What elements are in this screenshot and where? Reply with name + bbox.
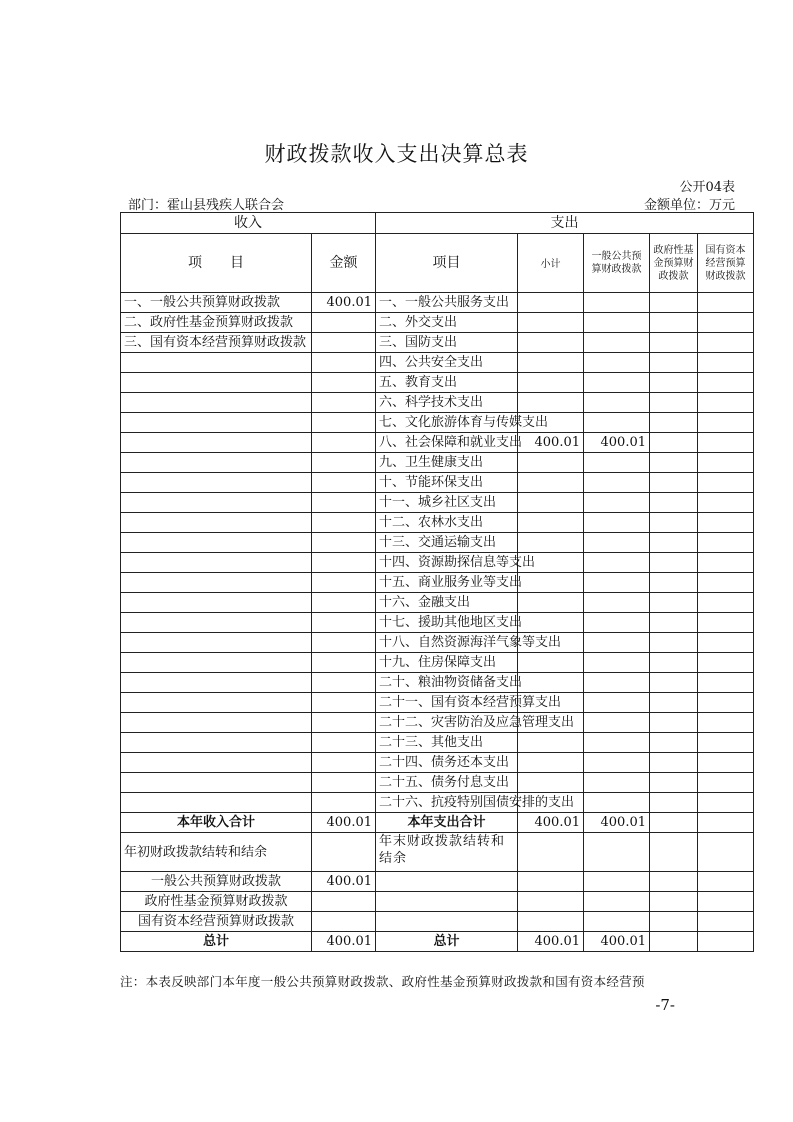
grand-income-value: 400.01: [312, 932, 376, 952]
empty-cell: [650, 932, 698, 952]
expense-subtotal: [518, 733, 584, 753]
expense-state: [698, 353, 754, 373]
grand-expense-label: 总计: [376, 932, 518, 952]
table-row: [121, 733, 754, 753]
carry-in-value: [312, 833, 376, 872]
carry-general-value: 400.01: [312, 872, 376, 892]
expense-fund: [650, 493, 698, 513]
year-expense-fund: [650, 813, 698, 833]
expense-item: 十九、住房保障支出: [376, 653, 518, 673]
table-row: [121, 653, 754, 673]
expense-subtotal: [518, 493, 584, 513]
carry-out-general: [584, 833, 650, 872]
year-income-label: 本年收入合计: [121, 813, 312, 833]
expense-state: [698, 453, 754, 473]
income-item: 一、一般公共预算财政拨款: [121, 293, 312, 313]
expense-item: 十七、援助其他地区支出: [376, 613, 518, 633]
empty-cell: [376, 872, 518, 892]
expense-item: 九、卫生健康支出: [376, 453, 518, 473]
expense-state: [698, 513, 754, 533]
year-total-row: [121, 813, 754, 833]
expense-subtotal: 400.01: [518, 433, 584, 453]
expense-general: [584, 773, 650, 793]
income-amount: [312, 493, 376, 513]
expense-state: [698, 593, 754, 613]
income-amount: [312, 533, 376, 553]
form-code: 公开04表: [679, 180, 735, 195]
table-row: [121, 333, 754, 353]
year-income-value: 400.01: [312, 813, 376, 833]
income-amount: [312, 393, 376, 413]
income-item: 二、政府性基金预算财政拨款: [121, 313, 312, 333]
expense-subtotal: [518, 593, 584, 613]
expense-subtotal: [518, 333, 584, 353]
expense-subtotal: [518, 313, 584, 333]
expense-item: 十、节能环保支出: [376, 473, 518, 493]
carry-out-fund: [650, 833, 698, 872]
expense-general: [584, 533, 650, 553]
expense-general: [584, 713, 650, 733]
expense-fund: [650, 353, 698, 373]
expense-general: [584, 793, 650, 813]
expense-fund: [650, 313, 698, 333]
income-item: [121, 473, 312, 493]
income-item: [121, 653, 312, 673]
carry-state-label: 国有资本经营预算财政拨款: [121, 912, 312, 932]
carry-general-label: 一般公共预算财政拨款: [121, 872, 312, 892]
expense-general: [584, 613, 650, 633]
income-amount: [312, 453, 376, 473]
unit-label: 金额单位：万元: [643, 198, 735, 213]
expense-item: 十五、商业服务业等支出: [376, 573, 518, 593]
expense-subtotal: [518, 393, 584, 413]
income-item: [121, 433, 312, 453]
table-row: [121, 753, 754, 773]
year-expense-state: [698, 813, 754, 833]
expense-item: 二、外交支出: [376, 313, 518, 333]
expense-item: 十一、城乡社区支出: [376, 493, 518, 513]
expense-subtotal: [518, 753, 584, 773]
col-income-amount: 金额: [312, 234, 376, 293]
expense-item: 二十三、其他支出: [376, 733, 518, 753]
table-row: [121, 673, 754, 693]
table-row: [121, 713, 754, 733]
expense-state: [698, 633, 754, 653]
table-row: [121, 313, 754, 333]
footnote: 注：本表反映部门本年度一般公共预算财政拨款、政府性基金预算财政拨款和国有资本经营预: [120, 974, 645, 989]
expense-item: 五、教育支出: [376, 373, 518, 393]
expense-general: [584, 673, 650, 693]
income-amount: [312, 693, 376, 713]
expense-state: [698, 673, 754, 693]
income-amount: [312, 633, 376, 653]
expense-fund: [650, 333, 698, 353]
table-row: [121, 633, 754, 653]
expense-subtotal: [518, 513, 584, 533]
carry-out-label: 年末财政拨款结转和结余: [376, 833, 518, 872]
table-row: [121, 613, 754, 633]
income-item: [121, 693, 312, 713]
carry-fund-row: [121, 892, 754, 912]
column-header-row: [121, 234, 754, 293]
expense-fund: [650, 513, 698, 533]
expense-general: [584, 493, 650, 513]
grand-expense-subtotal: 400.01: [518, 932, 584, 952]
expense-fund: [650, 613, 698, 633]
expense-fund: [650, 573, 698, 593]
expense-subtotal: [518, 533, 584, 553]
table-row: [121, 433, 754, 453]
income-amount: [312, 733, 376, 753]
page-number: -7-: [655, 996, 675, 1014]
empty-cell: [312, 892, 376, 912]
expense-fund: [650, 373, 698, 393]
expense-subtotal: [518, 473, 584, 493]
income-item: 三、国有资本经营预算财政拨款: [121, 333, 312, 353]
table-row: [121, 693, 754, 713]
table-row: [121, 493, 754, 513]
grand-expense-general: 400.01: [584, 932, 650, 952]
expense-subtotal: [518, 613, 584, 633]
empty-cell: [518, 892, 584, 912]
carry-out-subtotal: [518, 833, 584, 872]
empty-cell: [376, 892, 518, 912]
col-fund-label: 政府性基金预算财政拨款: [653, 244, 694, 282]
expense-fund: [650, 393, 698, 413]
carry-fund-label: 政府性基金预算财政拨款: [121, 892, 312, 912]
table-row: [121, 513, 754, 533]
income-amount: [312, 433, 376, 453]
empty-cell: [584, 892, 650, 912]
income-amount: [312, 313, 376, 333]
year-expense-general: 400.01: [584, 813, 650, 833]
carry-general-row: [121, 872, 754, 892]
expense-state: [698, 333, 754, 353]
table-row: [121, 293, 754, 313]
income-item: [121, 613, 312, 633]
expense-general: [584, 453, 650, 473]
expense-fund: [650, 413, 698, 433]
income-item: [121, 373, 312, 393]
table-row: [121, 593, 754, 613]
expense-fund: [650, 653, 698, 673]
expense-item: 一、一般公共服务支出: [376, 293, 518, 313]
expense-state: [698, 433, 754, 453]
expense-fund: [650, 473, 698, 493]
carry-in-text: 年初财政拨款结转和结余: [124, 844, 268, 860]
income-item: [121, 393, 312, 413]
expense-state: [698, 733, 754, 753]
expense-state: [698, 793, 754, 813]
expense-subtotal: [518, 653, 584, 673]
grand-total-row: [121, 932, 754, 952]
expense-fund: [650, 553, 698, 573]
empty-cell: [698, 892, 754, 912]
expense-fund: [650, 433, 698, 453]
table-row: [121, 793, 754, 813]
income-amount: [312, 653, 376, 673]
expense-state: [698, 293, 754, 313]
expense-subtotal: [518, 773, 584, 793]
expense-general: [584, 353, 650, 373]
expense-item: 二十五、债务付息支出: [376, 773, 518, 793]
expense-fund: [650, 453, 698, 473]
table-row: [121, 413, 754, 433]
expense-state: [698, 393, 754, 413]
income-item: [121, 353, 312, 373]
expense-item: 十六、金融支出: [376, 593, 518, 613]
empty-cell: [650, 912, 698, 932]
expense-general: [584, 553, 650, 573]
table-row: [121, 573, 754, 593]
grand-income-label: 总计: [121, 932, 312, 952]
expense-item: 二十四、债务还本支出: [376, 753, 518, 773]
income-amount: [312, 573, 376, 593]
expense-fund: [650, 793, 698, 813]
income-item: [121, 413, 312, 433]
expense-subtotal: [518, 453, 584, 473]
income-header: 收入: [121, 213, 376, 234]
income-amount: [312, 713, 376, 733]
empty-cell: [584, 872, 650, 892]
expense-item: 十三、交通运输支出: [376, 533, 518, 553]
empty-cell: [312, 912, 376, 932]
expense-general: [584, 313, 650, 333]
income-amount: [312, 353, 376, 373]
income-amount: [312, 673, 376, 693]
expense-general: [584, 733, 650, 753]
expense-general: 400.01: [584, 433, 650, 453]
empty-cell: [518, 912, 584, 932]
expense-general: [584, 693, 650, 713]
table-row: [121, 373, 754, 393]
expense-general: [584, 333, 650, 353]
expense-general: [584, 413, 650, 433]
income-item: [121, 673, 312, 693]
year-expense-subtotal: 400.01: [518, 813, 584, 833]
expense-item: 二十二、灾害防治及应急管理支出: [376, 713, 518, 733]
col-state: [698, 234, 754, 293]
expense-general: [584, 573, 650, 593]
expense-fund: [650, 753, 698, 773]
expense-general: [584, 513, 650, 533]
expense-fund: [650, 593, 698, 613]
expense-state: [698, 473, 754, 493]
income-amount: [312, 373, 376, 393]
income-item: [121, 593, 312, 613]
expense-general: [584, 653, 650, 673]
col-general: [584, 234, 650, 293]
income-item: [121, 633, 312, 653]
income-amount: [312, 333, 376, 353]
carry-state-row: [121, 912, 754, 932]
income-amount: [312, 793, 376, 813]
expense-item: 十二、农林水支出: [376, 513, 518, 533]
expense-fund: [650, 733, 698, 753]
year-expense-label: 本年支出合计: [376, 813, 518, 833]
expense-item: 八、社会保障和就业支出: [376, 433, 518, 453]
income-amount: [312, 613, 376, 633]
expense-general: [584, 293, 650, 313]
expense-general: [584, 373, 650, 393]
section-header-row: [121, 213, 754, 234]
income-item: [121, 533, 312, 553]
income-item: [121, 733, 312, 753]
empty-cell: [518, 872, 584, 892]
expense-state: [698, 573, 754, 593]
income-amount: [312, 593, 376, 613]
budget-table: [120, 212, 754, 952]
carry-in-label: [121, 833, 312, 872]
table-row: [121, 533, 754, 553]
expense-subtotal: [518, 293, 584, 313]
empty-cell: [650, 872, 698, 892]
col-income-item: 项 目: [121, 234, 312, 293]
table-row: [121, 553, 754, 573]
income-item: [121, 793, 312, 813]
expense-state: [698, 553, 754, 573]
expense-general: [584, 593, 650, 613]
income-item: [121, 493, 312, 513]
income-amount: [312, 553, 376, 573]
expense-state: [698, 613, 754, 633]
expense-fund: [650, 533, 698, 553]
expense-state: [698, 413, 754, 433]
income-item: [121, 513, 312, 533]
expense-item: 四、公共安全支出: [376, 353, 518, 373]
col-expense-item: 项目: [376, 234, 518, 293]
expense-state: [698, 533, 754, 553]
col-fund: [650, 234, 698, 293]
expense-subtotal: [518, 573, 584, 593]
col-subtotal: [518, 234, 584, 293]
carry-out-state: [698, 833, 754, 872]
empty-cell: [584, 912, 650, 932]
expense-item: 六、科学技术支出: [376, 393, 518, 413]
expense-fund: [650, 713, 698, 733]
expense-header: 支出: [376, 213, 754, 234]
carry-row: [121, 833, 754, 872]
expense-general: [584, 633, 650, 653]
expense-state: [698, 373, 754, 393]
expense-item: 十四、资源勘探信息等支出: [376, 553, 518, 573]
expense-item: 二十一、国有资本经营预算支出: [376, 693, 518, 713]
income-item: [121, 453, 312, 473]
department-label: 部门：霍山县残疾人联合会: [128, 198, 285, 213]
expense-fund: [650, 773, 698, 793]
table-row: [121, 773, 754, 793]
expense-fund: [650, 673, 698, 693]
expense-subtotal: [518, 373, 584, 393]
expense-fund: [650, 633, 698, 653]
income-amount: [312, 413, 376, 433]
table-row: [121, 453, 754, 473]
income-amount: [312, 473, 376, 493]
expense-state: [698, 313, 754, 333]
expense-state: [698, 773, 754, 793]
income-item: [121, 573, 312, 593]
expense-item: 二十、粮油物资储备支出: [376, 673, 518, 693]
expense-state: [698, 653, 754, 673]
expense-item: 二十六、抗疫特别国债安排的支出: [376, 793, 518, 813]
expense-state: [698, 713, 754, 733]
expense-state: [698, 753, 754, 773]
empty-cell: [698, 912, 754, 932]
col-subtotal-label: 小计: [540, 258, 561, 270]
empty-cell: [650, 892, 698, 912]
income-item: [121, 753, 312, 773]
expense-item: 七、文化旅游体育与传媒支出: [376, 413, 518, 433]
expense-state: [698, 493, 754, 513]
income-amount: [312, 773, 376, 793]
income-item: [121, 553, 312, 573]
income-amount: [312, 513, 376, 533]
income-item: [121, 713, 312, 733]
income-amount: 400.01: [312, 293, 376, 313]
income-amount: [312, 753, 376, 773]
empty-cell: [698, 932, 754, 952]
expense-item: 十八、自然资源海洋气象等支出: [376, 633, 518, 653]
expense-subtotal: [518, 353, 584, 373]
expense-state: [698, 693, 754, 713]
table-row: [121, 353, 754, 373]
expense-general: [584, 753, 650, 773]
empty-cell: [698, 872, 754, 892]
col-general-label: 一般公共预算财政拨款: [591, 251, 642, 275]
expense-fund: [650, 693, 698, 713]
table-row: [121, 393, 754, 413]
expense-general: [584, 393, 650, 413]
expense-subtotal: [518, 673, 584, 693]
col-state-label: 国有资本经营预算财政拨款: [705, 244, 746, 282]
expense-fund: [650, 293, 698, 313]
empty-cell: [376, 912, 518, 932]
expense-general: [584, 473, 650, 493]
table-row: [121, 473, 754, 493]
income-item: [121, 773, 312, 793]
page-title: 财政拨款收入支出决算总表: [264, 142, 529, 166]
expense-item: 三、国防支出: [376, 333, 518, 353]
